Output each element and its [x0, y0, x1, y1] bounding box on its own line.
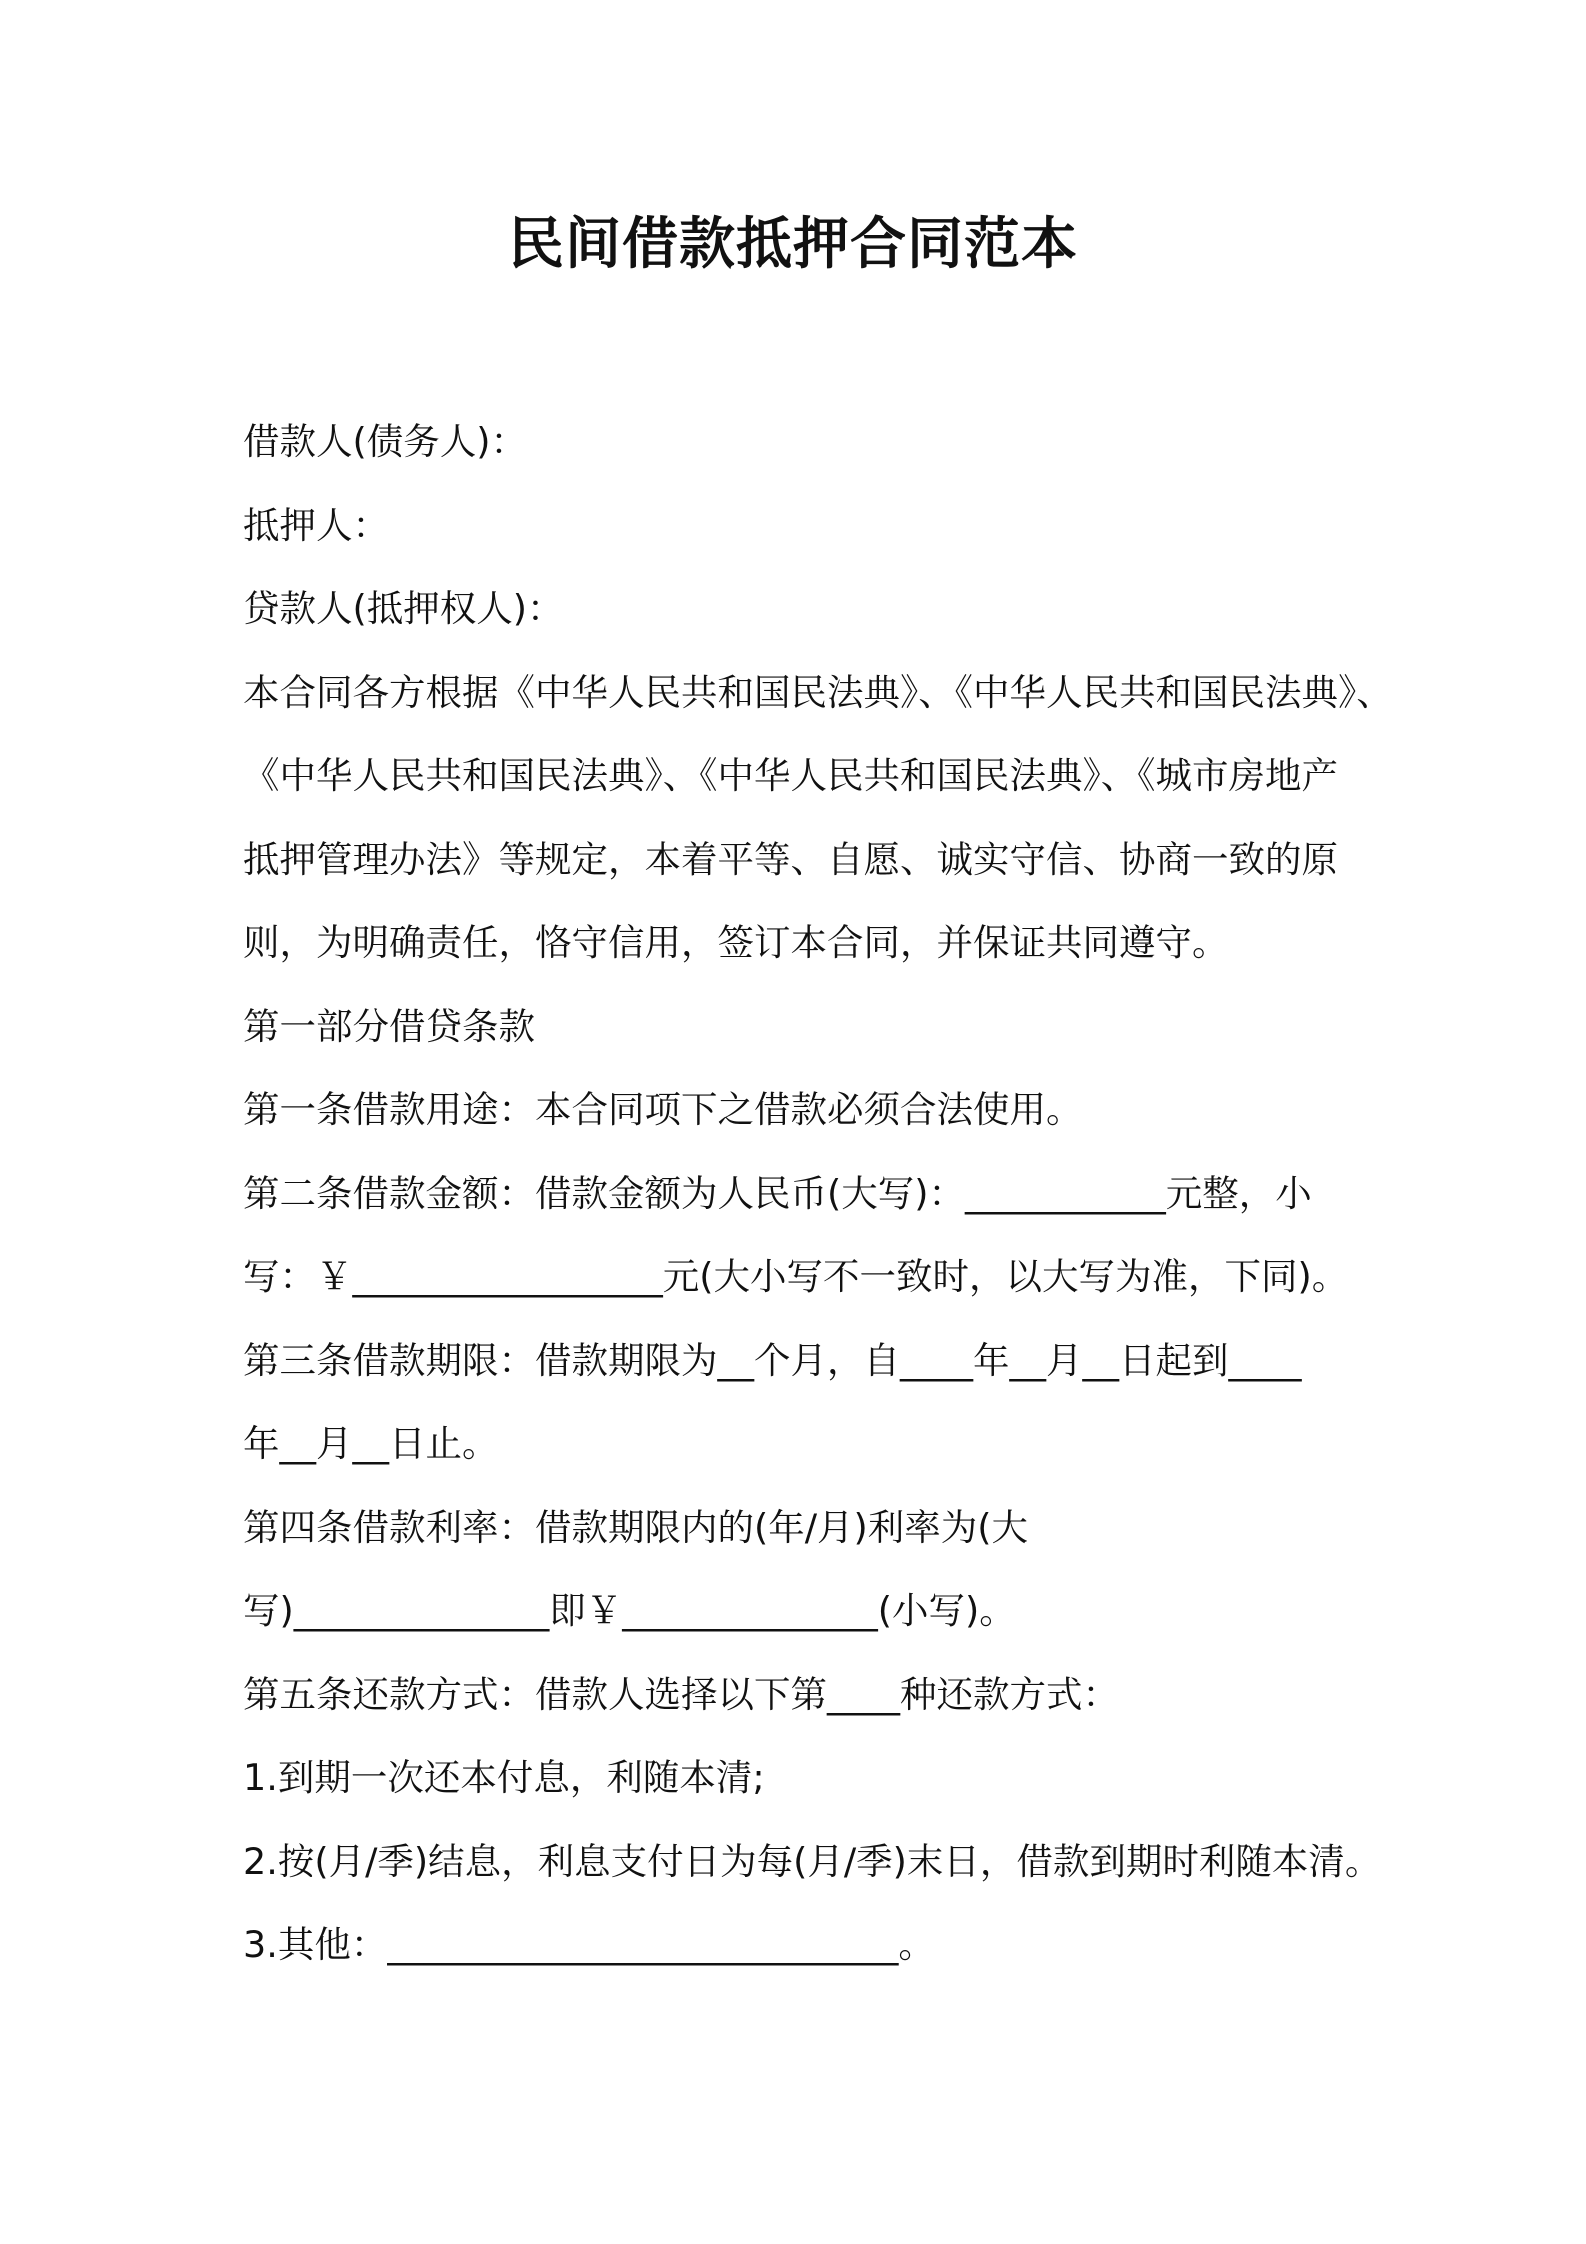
preamble-line-4: 则，为明确责任，恪守信用，签订本合同，并保证共同遵守。	[243, 921, 1229, 964]
article-5: 第五条还款方式：借款人选择以下第____种还款方式：	[243, 1672, 1119, 1716]
document-body	[243, 400, 1393, 1987]
repayment-option-3: 3.其他：____________________________。	[243, 1923, 935, 1966]
lender-line: 贷款人(抵押权人)：	[243, 587, 564, 630]
repayment-option-1: 1.到期一次还本付息，利随本清;	[243, 1756, 765, 1799]
repayment-option-2: 2.按(月/季)结息，利息支付日为每(月/季)末日，借款到期时利随本清。	[243, 1839, 1382, 1883]
preamble-line-3: 抵押管理办法》等规定，本着平等、自愿、诚实守信、协商一致的原	[243, 837, 1338, 881]
preamble-line-1: 本合同各方根据《中华人民共和国民法典》、《中华人民共和国民法典》、	[243, 670, 1393, 714]
article-4-line-2: 写)______________即￥______________(小写)。	[243, 1589, 1016, 1632]
article-2-line-1: 第二条借款金额：借款金额为人民币(大写)：___________元整，小	[243, 1171, 1312, 1215]
borrower-line: 借款人(债务人)：	[243, 420, 527, 463]
article-4-line-1: 第四条借款利率：借款期限内的(年/月)利率为(大	[243, 1505, 1029, 1549]
article-1: 第一条借款用途：本合同项下之借款必须合法使用。	[243, 1088, 1083, 1131]
section-heading: 第一部分借贷条款	[243, 1004, 535, 1048]
article-3-line-1: 第三条借款期限：借款期限为__个月，自____年__月__日起到____	[243, 1338, 1302, 1382]
document-title: 民间借款抵押合同范本	[508, 212, 1078, 277]
mortgagor-line: 抵押人：	[243, 503, 389, 547]
article-2-line-2: 写：￥_________________元(大小写不一致时，以大写为准，下同)。	[243, 1255, 1349, 1298]
preamble-line-2: 《中华人民共和国民法典》、《中华人民共和国民法典》、《城市房地产	[243, 754, 1338, 797]
article-3-line-2: 年__月__日止。	[243, 1422, 499, 1465]
